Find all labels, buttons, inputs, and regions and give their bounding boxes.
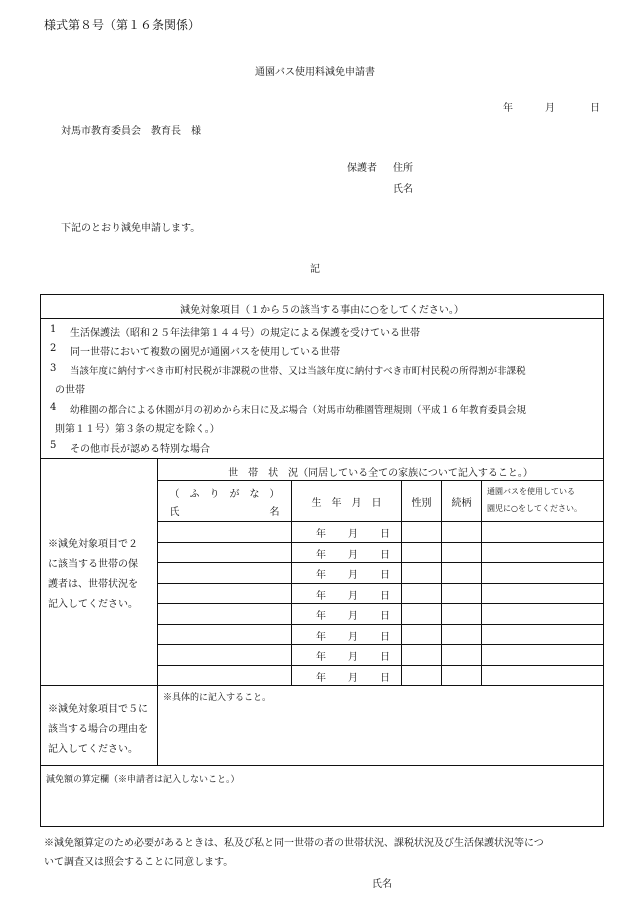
consent-line-2: いて調査又は照会することに同意します。	[44, 857, 234, 868]
birth-month-label: 月	[348, 570, 358, 581]
household-sex-cell[interactable]	[404, 564, 439, 581]
birth-year-label: 年	[316, 652, 326, 663]
date-day-label: 日	[590, 103, 600, 114]
birth-month-label: 月	[348, 652, 358, 663]
household-name-cell[interactable]	[160, 523, 288, 540]
household-bus-cell[interactable]	[484, 646, 600, 663]
reason-input-area[interactable]	[160, 705, 600, 761]
reason-side-note: ※減免対象項目で５に 該当する場合の理由を 記入してください。	[48, 704, 148, 755]
intro-text: 下記のとおり減免申請します。	[61, 223, 201, 234]
household-name-cell[interactable]	[160, 646, 288, 663]
date-month-label: 月	[545, 103, 555, 114]
household-relation-cell[interactable]	[444, 646, 479, 663]
reduction-item-1-num: 1	[50, 324, 57, 335]
birth-year-label: 年	[316, 611, 326, 622]
reduction-heading: 減免対象項目（１から５の該当する事由に○をしてください。）	[180, 305, 464, 316]
household-sex-cell[interactable]	[404, 605, 439, 622]
col-furigana: （ ふ り が な ）	[169, 489, 280, 500]
addressee: 対馬市教育委員会 教育長 様	[61, 126, 201, 137]
address-label: 住所	[393, 163, 413, 174]
birth-day-label: 日	[380, 590, 390, 602]
household-bus-cell[interactable]	[484, 667, 600, 684]
guardian-label: 保護者	[347, 163, 377, 174]
household-sex-cell[interactable]	[404, 585, 439, 602]
household-bus-cell[interactable]	[484, 585, 600, 602]
household-bus-cell[interactable]	[484, 523, 600, 540]
col-bus-user-line1: 通園バスを使用している	[487, 487, 575, 496]
col-birthdate: 生 年 月 日	[311, 498, 382, 509]
reduction-item-3-cont: の世帯	[55, 385, 85, 396]
household-name-cell[interactable]	[160, 544, 288, 561]
household-relation-cell[interactable]	[444, 667, 479, 684]
consent-line-1: ※減免額算定のため必要があるときは、私及び私と同一世帯の者の世帯状況、課税状況及び生活保護状況等につ	[44, 838, 544, 849]
household-relation-cell[interactable]	[444, 626, 479, 643]
reason-instruction: ※具体的に記入すること。	[163, 693, 272, 703]
household-name-cell[interactable]	[160, 564, 288, 581]
household-sex-cell[interactable]	[404, 544, 439, 561]
reduction-item-2-num: 2	[50, 343, 57, 354]
calc-area	[44, 788, 600, 824]
reduction-item-3-num: 3	[50, 363, 57, 374]
birth-day-label: 日	[380, 570, 390, 581]
col-bus-user-line2: 園児に○をしてください。	[487, 504, 582, 513]
reduction-item-4-num: 4	[50, 402, 57, 413]
birth-month-label: 月	[348, 672, 358, 684]
form-number: 様式第８号（第１６条関係）	[44, 18, 201, 32]
household-sex-cell[interactable]	[404, 523, 439, 540]
birth-month-label: 月	[348, 590, 358, 602]
household-relation-cell[interactable]	[444, 523, 479, 540]
birth-day-label: 日	[380, 529, 390, 540]
household-relation-cell[interactable]	[444, 564, 479, 581]
household-bus-cell[interactable]	[484, 564, 600, 581]
household-heading: 世 帯 状 況（同居している全ての家族について記入すること。）	[228, 468, 533, 479]
birth-day-label: 日	[380, 549, 390, 561]
birth-day-label: 日	[380, 672, 390, 684]
page-title: 通園バス使用料減免申請書	[255, 67, 375, 78]
birth-month-label: 月	[348, 611, 358, 622]
col-relation: 続柄	[451, 498, 472, 509]
reduction-item-4-cont: 則第１１号）第３条の規定を除く。）	[55, 424, 220, 435]
birth-day-label: 日	[380, 631, 390, 643]
household-relation-cell[interactable]	[444, 605, 479, 622]
household-side-note: ※減免対象項目で２ に該当する世帯の保 護者は、世帯状況を 記入してください。	[48, 539, 138, 610]
household-name-cell[interactable]	[160, 667, 288, 684]
household-bus-cell[interactable]	[484, 544, 600, 561]
household-name-cell[interactable]	[160, 585, 288, 602]
household-bus-cell[interactable]	[484, 605, 600, 622]
household-relation-cell[interactable]	[444, 585, 479, 602]
ki-label: 記	[310, 264, 320, 275]
household-relation-cell[interactable]	[444, 544, 479, 561]
household-name-cell[interactable]	[160, 626, 288, 643]
birth-month-label: 月	[348, 631, 358, 643]
name-label: 氏名	[393, 184, 413, 195]
birth-month-label: 月	[348, 529, 358, 540]
reduction-item-1: 生活保護法（昭和２５年法律第１４４号）の規定による保護を受けている世帯	[70, 328, 420, 339]
footer-name-label: 氏名	[372, 879, 392, 890]
reduction-item-4: 幼稚園の都合による休園が月の初めから末日に及ぶ場合（対馬市幼稚園管理規則（平成１６年教育委員会規	[70, 405, 527, 416]
household-sex-cell[interactable]	[404, 667, 439, 684]
col-sex: 性別	[411, 498, 432, 509]
birth-year-label: 年	[316, 570, 326, 581]
birth-year-label: 年	[316, 672, 326, 684]
birth-year-label: 年	[316, 549, 326, 561]
household-bus-cell[interactable]	[484, 626, 600, 643]
household-name-cell[interactable]	[160, 605, 288, 622]
birth-year-label: 年	[316, 529, 326, 540]
birth-year-label: 年	[316, 590, 326, 602]
reduction-item-5-num: 5	[50, 440, 57, 451]
household-sex-cell[interactable]	[404, 626, 439, 643]
birth-year-label: 年	[316, 631, 326, 643]
reduction-item-5: その他市長が認める特別な場合	[70, 444, 210, 455]
household-sex-cell[interactable]	[404, 646, 439, 663]
col-name: 氏 名	[169, 507, 280, 518]
reduction-item-3: 当該年度に納付すべき市町村民税が非課税の世帯、又は当該年度に納付すべき市町村民税の所得割が非課税	[70, 366, 526, 377]
date-year-label: 年	[503, 103, 513, 114]
calc-label: 減免額の算定欄（※申請者は記入しないこと。）	[46, 775, 240, 785]
birth-month-label: 月	[348, 549, 358, 561]
birth-day-label: 日	[380, 652, 390, 663]
birth-day-label: 日	[380, 611, 390, 622]
reduction-item-2: 同一世帯において複数の園児が通園バスを使用している世帯	[70, 347, 340, 358]
